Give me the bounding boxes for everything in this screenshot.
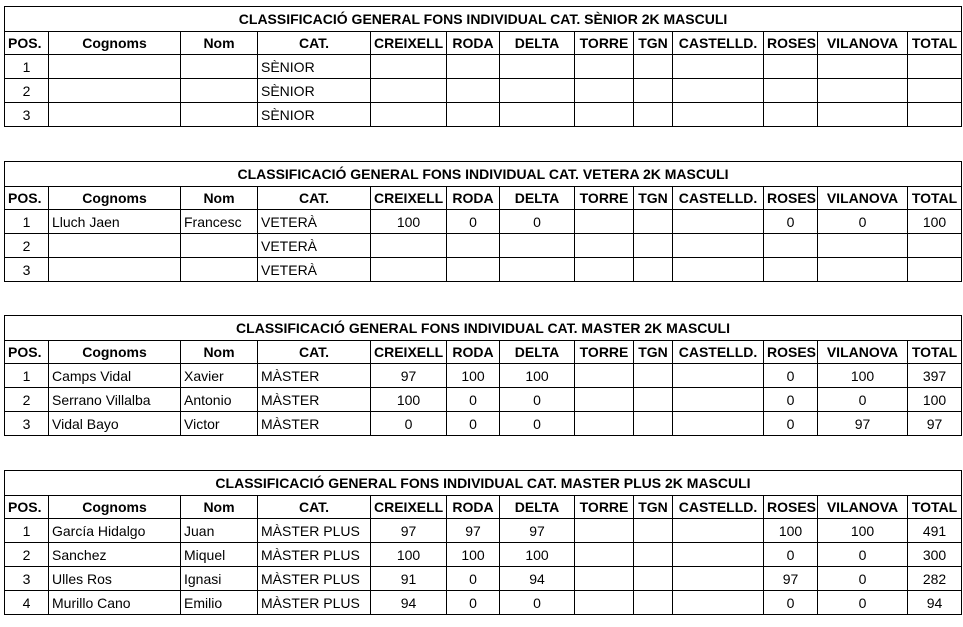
column-header-total: TOTAL <box>908 341 962 364</box>
column-header-torre: TORRE <box>575 187 634 210</box>
cell-nom: Emilio <box>181 591 258 615</box>
cell-torre <box>575 412 634 436</box>
cell-vilanova: 0 <box>818 388 908 412</box>
cell-total: 100 <box>908 388 962 412</box>
column-header-torre: TORRE <box>575 341 634 364</box>
cell-creixell: 97 <box>371 519 447 543</box>
column-header-creixell: CREIXELL <box>371 341 447 364</box>
column-header-total: TOTAL <box>908 496 962 519</box>
table-row <box>5 412 962 436</box>
cell-cognoms: Serrano Villalba <box>49 388 181 412</box>
cell-delta <box>500 234 575 258</box>
header-row <box>5 32 962 55</box>
header-row <box>5 187 962 210</box>
column-header-castelld: CASTELLD. <box>673 32 764 55</box>
column-header-roses: ROSES <box>764 496 818 519</box>
cell-cat: MÀSTER <box>258 412 371 436</box>
cell-roda: 0 <box>447 210 500 234</box>
column-header-cat: CAT. <box>258 341 371 364</box>
cell-pos: 2 <box>5 79 49 103</box>
cell-roda <box>447 234 500 258</box>
column-header-castelld: CASTELLD. <box>673 341 764 364</box>
cell-castelld <box>673 234 764 258</box>
column-header-delta: DELTA <box>500 32 575 55</box>
column-header-cognoms: Cognoms <box>49 341 181 364</box>
cell-pos: 1 <box>5 519 49 543</box>
column-header-cognoms: Cognoms <box>49 32 181 55</box>
cell-tgn <box>634 543 673 567</box>
cell-nom: Miquel <box>181 543 258 567</box>
cell-tgn <box>634 210 673 234</box>
cell-delta: 0 <box>500 388 575 412</box>
column-header-tgn: TGN <box>634 187 673 210</box>
cell-creixell: 97 <box>371 364 447 388</box>
cell-creixell <box>371 258 447 282</box>
cell-nom: Antonio <box>181 388 258 412</box>
column-header-cognoms: Cognoms <box>49 187 181 210</box>
cell-roses: 0 <box>764 412 818 436</box>
results-table <box>4 470 962 615</box>
cell-roda: 100 <box>447 364 500 388</box>
table-row <box>5 543 962 567</box>
cell-creixell <box>371 79 447 103</box>
cell-nom: Ignasi <box>181 567 258 591</box>
cell-cognoms <box>49 79 181 103</box>
cell-roses: 97 <box>764 567 818 591</box>
column-header-roda: RODA <box>447 341 500 364</box>
cell-cognoms: García Hidalgo <box>49 519 181 543</box>
cell-creixell: 94 <box>371 591 447 615</box>
cell-pos: 2 <box>5 543 49 567</box>
cell-total: 100 <box>908 210 962 234</box>
cell-vilanova: 100 <box>818 364 908 388</box>
cell-tgn <box>634 519 673 543</box>
cell-creixell: 91 <box>371 567 447 591</box>
column-header-pos: POS. <box>5 187 49 210</box>
cell-tgn <box>634 364 673 388</box>
cell-vilanova: 0 <box>818 210 908 234</box>
cell-roses <box>764 258 818 282</box>
cell-pos: 1 <box>5 210 49 234</box>
cell-nom: Francesc <box>181 210 258 234</box>
column-header-total: TOTAL <box>908 187 962 210</box>
column-header-vilanova: VILANOVA <box>818 187 908 210</box>
cell-tgn <box>634 567 673 591</box>
column-header-nom: Nom <box>181 32 258 55</box>
cell-creixell: 0 <box>371 412 447 436</box>
cell-creixell <box>371 103 447 127</box>
cell-cat: MÀSTER PLUS <box>258 543 371 567</box>
column-header-vilanova: VILANOVA <box>818 496 908 519</box>
cell-vilanova <box>818 103 908 127</box>
column-header-roda: RODA <box>447 32 500 55</box>
column-header-delta: DELTA <box>500 187 575 210</box>
cell-total: 397 <box>908 364 962 388</box>
column-header-tgn: TGN <box>634 32 673 55</box>
classification-table-3 <box>4 315 961 436</box>
column-header-cat: CAT. <box>258 496 371 519</box>
table-title: CLASSIFICACIÓ GENERAL FONS INDIVIDUAL CAT. VETERA 2K MASCULI <box>5 162 962 187</box>
column-header-torre: TORRE <box>575 32 634 55</box>
cell-roses: 0 <box>764 388 818 412</box>
cell-castelld <box>673 79 764 103</box>
cell-tgn <box>634 103 673 127</box>
cell-cat: VETERÀ <box>258 258 371 282</box>
cell-total: 94 <box>908 591 962 615</box>
table-row <box>5 519 962 543</box>
cell-creixell: 100 <box>371 210 447 234</box>
table-row <box>5 210 962 234</box>
column-header-nom: Nom <box>181 496 258 519</box>
cell-roda: 0 <box>447 567 500 591</box>
cell-cognoms: Lluch Jaen <box>49 210 181 234</box>
cell-tgn <box>634 79 673 103</box>
cell-creixell: 100 <box>371 543 447 567</box>
cell-delta <box>500 258 575 282</box>
cell-nom <box>181 103 258 127</box>
cell-castelld <box>673 210 764 234</box>
table-row <box>5 234 962 258</box>
cell-cat: SÈNIOR <box>258 55 371 79</box>
cell-castelld <box>673 591 764 615</box>
cell-roses <box>764 234 818 258</box>
table-row <box>5 79 962 103</box>
cell-delta: 100 <box>500 364 575 388</box>
cell-total <box>908 55 962 79</box>
column-header-tgn: TGN <box>634 496 673 519</box>
column-header-roda: RODA <box>447 187 500 210</box>
cell-roses <box>764 79 818 103</box>
column-header-creixell: CREIXELL <box>371 496 447 519</box>
cell-vilanova <box>818 234 908 258</box>
cell-torre <box>575 258 634 282</box>
cell-roda: 100 <box>447 543 500 567</box>
cell-nom: Xavier <box>181 364 258 388</box>
cell-total: 282 <box>908 567 962 591</box>
cell-torre <box>575 388 634 412</box>
cell-torre <box>575 519 634 543</box>
cell-castelld <box>673 543 764 567</box>
cell-cat: SÈNIOR <box>258 103 371 127</box>
cell-cognoms: Murillo Cano <box>49 591 181 615</box>
column-header-roda: RODA <box>447 496 500 519</box>
cell-cognoms <box>49 103 181 127</box>
results-table <box>4 315 962 436</box>
cell-vilanova: 0 <box>818 567 908 591</box>
cell-pos: 2 <box>5 234 49 258</box>
cell-roda <box>447 103 500 127</box>
cell-cognoms <box>49 258 181 282</box>
cell-delta: 100 <box>500 543 575 567</box>
cell-nom: Victor <box>181 412 258 436</box>
column-header-pos: POS. <box>5 496 49 519</box>
cell-vilanova: 97 <box>818 412 908 436</box>
cell-cognoms: Ulles Ros <box>49 567 181 591</box>
cell-pos: 3 <box>5 412 49 436</box>
cell-tgn <box>634 55 673 79</box>
cell-cat: MÀSTER PLUS <box>258 567 371 591</box>
cell-vilanova <box>818 79 908 103</box>
column-header-castelld: CASTELLD. <box>673 496 764 519</box>
cell-torre <box>575 591 634 615</box>
cell-castelld <box>673 412 764 436</box>
cell-delta: 0 <box>500 412 575 436</box>
cell-torre <box>575 234 634 258</box>
cell-pos: 3 <box>5 258 49 282</box>
cell-total <box>908 79 962 103</box>
cell-total: 300 <box>908 543 962 567</box>
column-header-nom: Nom <box>181 341 258 364</box>
cell-cognoms: Camps Vidal <box>49 364 181 388</box>
cell-nom <box>181 258 258 282</box>
column-header-total: TOTAL <box>908 32 962 55</box>
cell-cat: MÀSTER PLUS <box>258 519 371 543</box>
cell-torre <box>575 567 634 591</box>
cell-roses: 0 <box>764 591 818 615</box>
column-header-vilanova: VILANOVA <box>818 341 908 364</box>
cell-delta: 94 <box>500 567 575 591</box>
column-header-delta: DELTA <box>500 341 575 364</box>
cell-delta <box>500 55 575 79</box>
cell-roses: 0 <box>764 543 818 567</box>
cell-tgn <box>634 412 673 436</box>
cell-nom <box>181 55 258 79</box>
cell-roda <box>447 258 500 282</box>
cell-cognoms: Sanchez <box>49 543 181 567</box>
cell-cognoms <box>49 55 181 79</box>
cell-total: 97 <box>908 412 962 436</box>
column-header-pos: POS. <box>5 341 49 364</box>
classification-table-1 <box>4 6 961 127</box>
cell-cat: MÀSTER <box>258 388 371 412</box>
table-row <box>5 591 962 615</box>
cell-torre <box>575 543 634 567</box>
cell-roda: 0 <box>447 388 500 412</box>
cell-castelld <box>673 388 764 412</box>
table-title: CLASSIFICACIÓ GENERAL FONS INDIVIDUAL CAT. SÈNIOR 2K MASCULI <box>5 7 962 32</box>
cell-vilanova: 0 <box>818 543 908 567</box>
cell-torre <box>575 79 634 103</box>
column-header-castelld: CASTELLD. <box>673 187 764 210</box>
cell-cognoms <box>49 234 181 258</box>
cell-roda: 97 <box>447 519 500 543</box>
results-table <box>4 6 962 127</box>
column-header-roses: ROSES <box>764 187 818 210</box>
cell-nom: Juan <box>181 519 258 543</box>
cell-roses <box>764 55 818 79</box>
cell-pos: 1 <box>5 364 49 388</box>
column-header-cat: CAT. <box>258 187 371 210</box>
table-row <box>5 103 962 127</box>
column-header-torre: TORRE <box>575 496 634 519</box>
classification-table-4 <box>4 470 961 615</box>
cell-roda: 0 <box>447 412 500 436</box>
cell-creixell <box>371 234 447 258</box>
cell-roses: 100 <box>764 519 818 543</box>
cell-delta: 0 <box>500 591 575 615</box>
cell-castelld <box>673 103 764 127</box>
cell-castelld <box>673 55 764 79</box>
cell-torre <box>575 210 634 234</box>
cell-pos: 1 <box>5 55 49 79</box>
cell-roses <box>764 103 818 127</box>
cell-roses: 0 <box>764 364 818 388</box>
cell-nom <box>181 234 258 258</box>
column-header-roses: ROSES <box>764 32 818 55</box>
cell-castelld <box>673 364 764 388</box>
cell-pos: 3 <box>5 567 49 591</box>
cell-delta: 97 <box>500 519 575 543</box>
cell-nom <box>181 79 258 103</box>
cell-creixell: 100 <box>371 388 447 412</box>
classification-table-2 <box>4 161 961 282</box>
cell-cat: SÈNIOR <box>258 79 371 103</box>
cell-pos: 2 <box>5 388 49 412</box>
cell-torre <box>575 364 634 388</box>
column-header-cognoms: Cognoms <box>49 496 181 519</box>
header-row <box>5 341 962 364</box>
cell-total <box>908 258 962 282</box>
cell-vilanova: 0 <box>818 591 908 615</box>
cell-pos: 3 <box>5 103 49 127</box>
cell-vilanova <box>818 258 908 282</box>
cell-tgn <box>634 388 673 412</box>
cell-cat: VETERÀ <box>258 234 371 258</box>
cell-pos: 4 <box>5 591 49 615</box>
cell-tgn <box>634 258 673 282</box>
table-row <box>5 567 962 591</box>
cell-roda <box>447 55 500 79</box>
cell-tgn <box>634 591 673 615</box>
column-header-pos: POS. <box>5 32 49 55</box>
cell-castelld <box>673 567 764 591</box>
column-header-creixell: CREIXELL <box>371 187 447 210</box>
cell-torre <box>575 55 634 79</box>
cell-cat: MÀSTER PLUS <box>258 591 371 615</box>
cell-tgn <box>634 234 673 258</box>
column-header-delta: DELTA <box>500 496 575 519</box>
table-row <box>5 258 962 282</box>
cell-total <box>908 103 962 127</box>
cell-cat: MÀSTER <box>258 364 371 388</box>
cell-delta: 0 <box>500 210 575 234</box>
cell-roda <box>447 79 500 103</box>
cell-total: 491 <box>908 519 962 543</box>
cell-cat: VETERÀ <box>258 210 371 234</box>
table-row <box>5 55 962 79</box>
cell-castelld <box>673 258 764 282</box>
table-title: CLASSIFICACIÓ GENERAL FONS INDIVIDUAL CAT. MASTER 2K MASCULI <box>5 316 962 341</box>
column-header-roses: ROSES <box>764 341 818 364</box>
cell-torre <box>575 103 634 127</box>
results-table <box>4 161 962 282</box>
table-row <box>5 388 962 412</box>
cell-total <box>908 234 962 258</box>
cell-creixell <box>371 55 447 79</box>
table-title: CLASSIFICACIÓ GENERAL FONS INDIVIDUAL CAT. MASTER PLUS 2K MASCULI <box>5 471 962 496</box>
cell-delta <box>500 103 575 127</box>
cell-castelld <box>673 519 764 543</box>
column-header-cat: CAT. <box>258 32 371 55</box>
cell-cognoms: Vidal Bayo <box>49 412 181 436</box>
cell-vilanova <box>818 55 908 79</box>
cell-vilanova: 100 <box>818 519 908 543</box>
cell-roses: 0 <box>764 210 818 234</box>
column-header-nom: Nom <box>181 187 258 210</box>
header-row <box>5 496 962 519</box>
cell-delta <box>500 79 575 103</box>
cell-roda: 0 <box>447 591 500 615</box>
column-header-tgn: TGN <box>634 341 673 364</box>
column-header-vilanova: VILANOVA <box>818 32 908 55</box>
column-header-creixell: CREIXELL <box>371 32 447 55</box>
table-row <box>5 364 962 388</box>
